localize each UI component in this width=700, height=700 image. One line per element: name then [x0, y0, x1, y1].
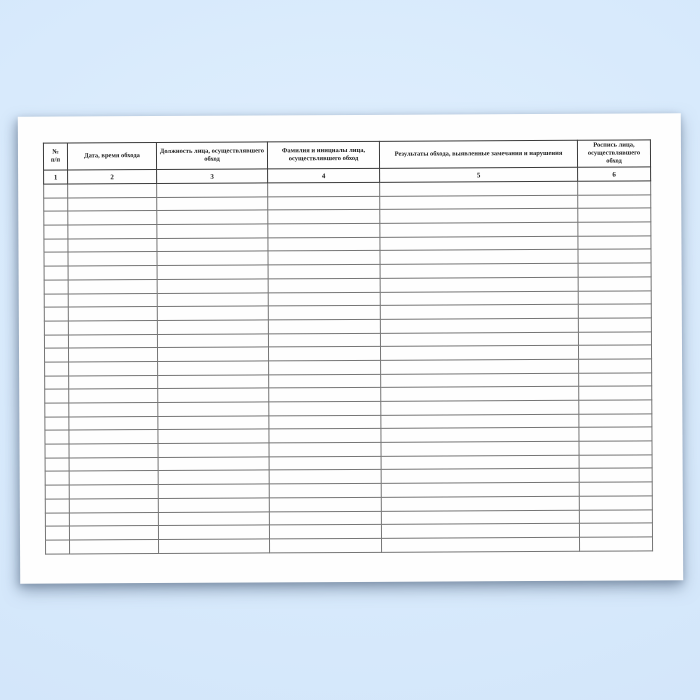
- table-cell: [380, 263, 578, 278]
- table-cell: [44, 225, 68, 239]
- table-cell: [158, 416, 269, 430]
- table-cell: [578, 290, 651, 304]
- table-cell: [579, 496, 652, 510]
- table-cell: [578, 195, 651, 209]
- table-cell: [69, 485, 158, 499]
- table-cell: [45, 376, 69, 390]
- table-cell: [268, 196, 380, 210]
- table-cell: [579, 455, 652, 469]
- table-cell: [69, 361, 158, 375]
- table-cell: [69, 512, 158, 526]
- table-cell: [45, 417, 69, 431]
- table-cell: [157, 333, 268, 347]
- table-cell: [158, 484, 269, 498]
- table-cell: [157, 210, 268, 224]
- table-cell: [158, 375, 269, 389]
- table-cell: [157, 306, 268, 320]
- table-cell: [381, 482, 579, 497]
- table-cell: [45, 362, 69, 376]
- table-cell: [578, 331, 651, 345]
- table-cell: [268, 251, 380, 265]
- table-cell: [157, 292, 268, 306]
- column-header-results: Результаты обхода, выявленные замечания и нарушения: [379, 140, 577, 168]
- table-cell: [45, 471, 69, 485]
- table-cell: [45, 499, 69, 513]
- table-cell: [45, 540, 69, 554]
- table-cell: [268, 319, 380, 333]
- table-cell: [269, 360, 381, 374]
- column-number: 2: [68, 170, 157, 184]
- table-cell: [69, 389, 158, 403]
- table-cell: [579, 482, 652, 496]
- table-cell: [579, 400, 652, 414]
- table-cell: [381, 455, 579, 470]
- table-cell: [158, 539, 269, 553]
- table-cell: [269, 415, 381, 429]
- table-cell: [68, 238, 157, 252]
- table-cell: [158, 457, 269, 471]
- table-cell: [68, 225, 157, 239]
- table-cell: [579, 414, 652, 428]
- table-cell: [381, 537, 579, 552]
- table-cell: [380, 209, 578, 224]
- table-cell: [380, 277, 578, 292]
- table-cell: [578, 263, 651, 277]
- table-cell: [381, 469, 579, 484]
- table-cell: [380, 236, 578, 251]
- table-cell: [68, 293, 157, 307]
- patrol-log-table: [43, 139, 653, 554]
- table-cell: [44, 184, 68, 198]
- table-cell: [268, 333, 380, 347]
- table-cell: [381, 441, 579, 456]
- table-cell: [158, 498, 269, 512]
- document-page: [18, 113, 683, 583]
- table-cell: [45, 403, 69, 417]
- table-cell: [44, 348, 68, 362]
- table-cell: [45, 485, 69, 499]
- table-cell: [578, 249, 651, 263]
- table-cell: [269, 497, 381, 511]
- table-cell: [44, 321, 68, 335]
- table-cell: [579, 373, 652, 387]
- table-cell: [68, 197, 157, 211]
- table-cell: [68, 211, 157, 225]
- table-cell: [578, 318, 651, 332]
- table-cell: [158, 470, 269, 484]
- table-cell: [44, 307, 68, 321]
- table-cell: [158, 361, 269, 375]
- table-cell: [579, 509, 652, 523]
- table-cell: [157, 279, 268, 293]
- table-cell: [381, 428, 579, 443]
- table-cell: [44, 280, 68, 294]
- table-cell: [381, 496, 579, 511]
- header-row: [43, 140, 650, 170]
- table-cell: [68, 307, 157, 321]
- table-cell: [380, 346, 578, 361]
- table-cell: [269, 401, 381, 415]
- table-cell: [380, 195, 578, 210]
- table-cell: [158, 388, 269, 402]
- table-cell: [68, 348, 157, 362]
- column-header-index: № п/п: [43, 143, 67, 170]
- table-cell: [157, 224, 268, 238]
- table-cell: [157, 347, 268, 361]
- table-cell: [44, 266, 68, 280]
- table-cell: [157, 265, 268, 279]
- table-cell: [68, 320, 157, 334]
- table-cell: [157, 197, 268, 211]
- table-cell: [380, 222, 578, 237]
- table-row: [45, 537, 652, 554]
- table-cell: [158, 429, 269, 443]
- table-cell: [68, 334, 157, 348]
- table-cell: [579, 386, 652, 400]
- table-cell: [157, 183, 268, 197]
- table-cell: [579, 441, 652, 455]
- table-cell: [44, 239, 68, 253]
- table-cell: [269, 442, 381, 456]
- table-cell: [158, 525, 269, 539]
- table-cell: [45, 430, 69, 444]
- table-cell: [68, 279, 157, 293]
- table-cell: [69, 444, 158, 458]
- column-header-name: Фамилия и инициалы лица, осуществлявшего обход: [267, 141, 379, 169]
- empty-rows: [44, 181, 653, 554]
- table-cell: [381, 523, 579, 538]
- table-cell: [268, 210, 380, 224]
- table-cell: [268, 237, 380, 251]
- table-cell: [44, 293, 68, 307]
- table-cell: [380, 332, 578, 347]
- table-cell: [268, 182, 380, 196]
- table-cell: [69, 498, 158, 512]
- table-cell: [45, 458, 69, 472]
- table-cell: [69, 403, 158, 417]
- table-cell: [68, 184, 157, 198]
- table-cell: [69, 539, 158, 553]
- table-cell: [269, 511, 381, 525]
- table-cell: [45, 389, 69, 403]
- table-cell: [157, 238, 268, 252]
- table-cell: [578, 304, 651, 318]
- table-cell: [381, 387, 579, 402]
- table-cell: [69, 416, 158, 430]
- table-cell: [578, 208, 651, 222]
- table-cell: [579, 468, 652, 482]
- table-cell: [578, 181, 651, 195]
- table-cell: [269, 374, 381, 388]
- table-cell: [158, 443, 269, 457]
- table-cell: [380, 304, 578, 319]
- table-cell: [69, 471, 158, 485]
- table-cell: [380, 318, 578, 333]
- table-cell: [579, 537, 652, 551]
- table-header: [43, 140, 650, 184]
- table-cell: [44, 198, 68, 212]
- table-cell: [268, 264, 380, 278]
- table-cell: [380, 181, 578, 196]
- table-cell: [381, 400, 579, 415]
- column-number: 1: [44, 170, 68, 184]
- table-cell: [269, 525, 381, 539]
- column-header-signature: Роспись лица, осуществлявшего обход: [577, 140, 650, 167]
- table-cell: [268, 306, 380, 320]
- table-cell: [45, 526, 69, 540]
- table-cell: [69, 526, 158, 540]
- table-cell: [381, 510, 579, 525]
- table-cell: [269, 388, 381, 402]
- table-cell: [68, 252, 157, 266]
- table-cell: [69, 457, 158, 471]
- column-header-position: Должность лица, осуществлявшего обход: [156, 142, 267, 170]
- table-cell: [579, 523, 652, 537]
- table-cell: [44, 211, 68, 225]
- table-cell: [69, 375, 158, 389]
- table-cell: [45, 444, 69, 458]
- table-cell: [269, 538, 381, 552]
- table-cell: [579, 427, 652, 441]
- table-cell: [381, 414, 579, 429]
- table-cell: [44, 252, 68, 266]
- column-number: 6: [578, 167, 651, 181]
- table-cell: [269, 456, 381, 470]
- table-cell: [268, 292, 380, 306]
- table-cell: [269, 483, 381, 497]
- table-cell: [268, 347, 380, 361]
- table-cell: [44, 335, 68, 349]
- table-cell: [268, 278, 380, 292]
- table-cell: [45, 512, 69, 526]
- table-cell: [578, 345, 651, 359]
- column-number: 4: [268, 168, 380, 183]
- column-header-datetime: Дата, время обхода: [67, 143, 156, 170]
- table-cell: [578, 222, 651, 236]
- table-cell: [381, 359, 579, 374]
- column-number: 5: [380, 167, 578, 182]
- table-cell: [269, 470, 381, 484]
- table-cell: [268, 223, 380, 237]
- table-cell: [269, 429, 381, 443]
- table-cell: [157, 251, 268, 265]
- table-cell: [158, 402, 269, 416]
- table-cell: [578, 277, 651, 291]
- table-cell: [158, 511, 269, 525]
- table-cell: [69, 430, 158, 444]
- table-cell: [578, 236, 651, 250]
- column-number: 3: [157, 169, 268, 184]
- table-cell: [579, 359, 652, 373]
- table-cell: [68, 266, 157, 280]
- table-cell: [157, 320, 268, 334]
- table-cell: [380, 291, 578, 306]
- table-cell: [381, 373, 579, 388]
- table-cell: [380, 250, 578, 265]
